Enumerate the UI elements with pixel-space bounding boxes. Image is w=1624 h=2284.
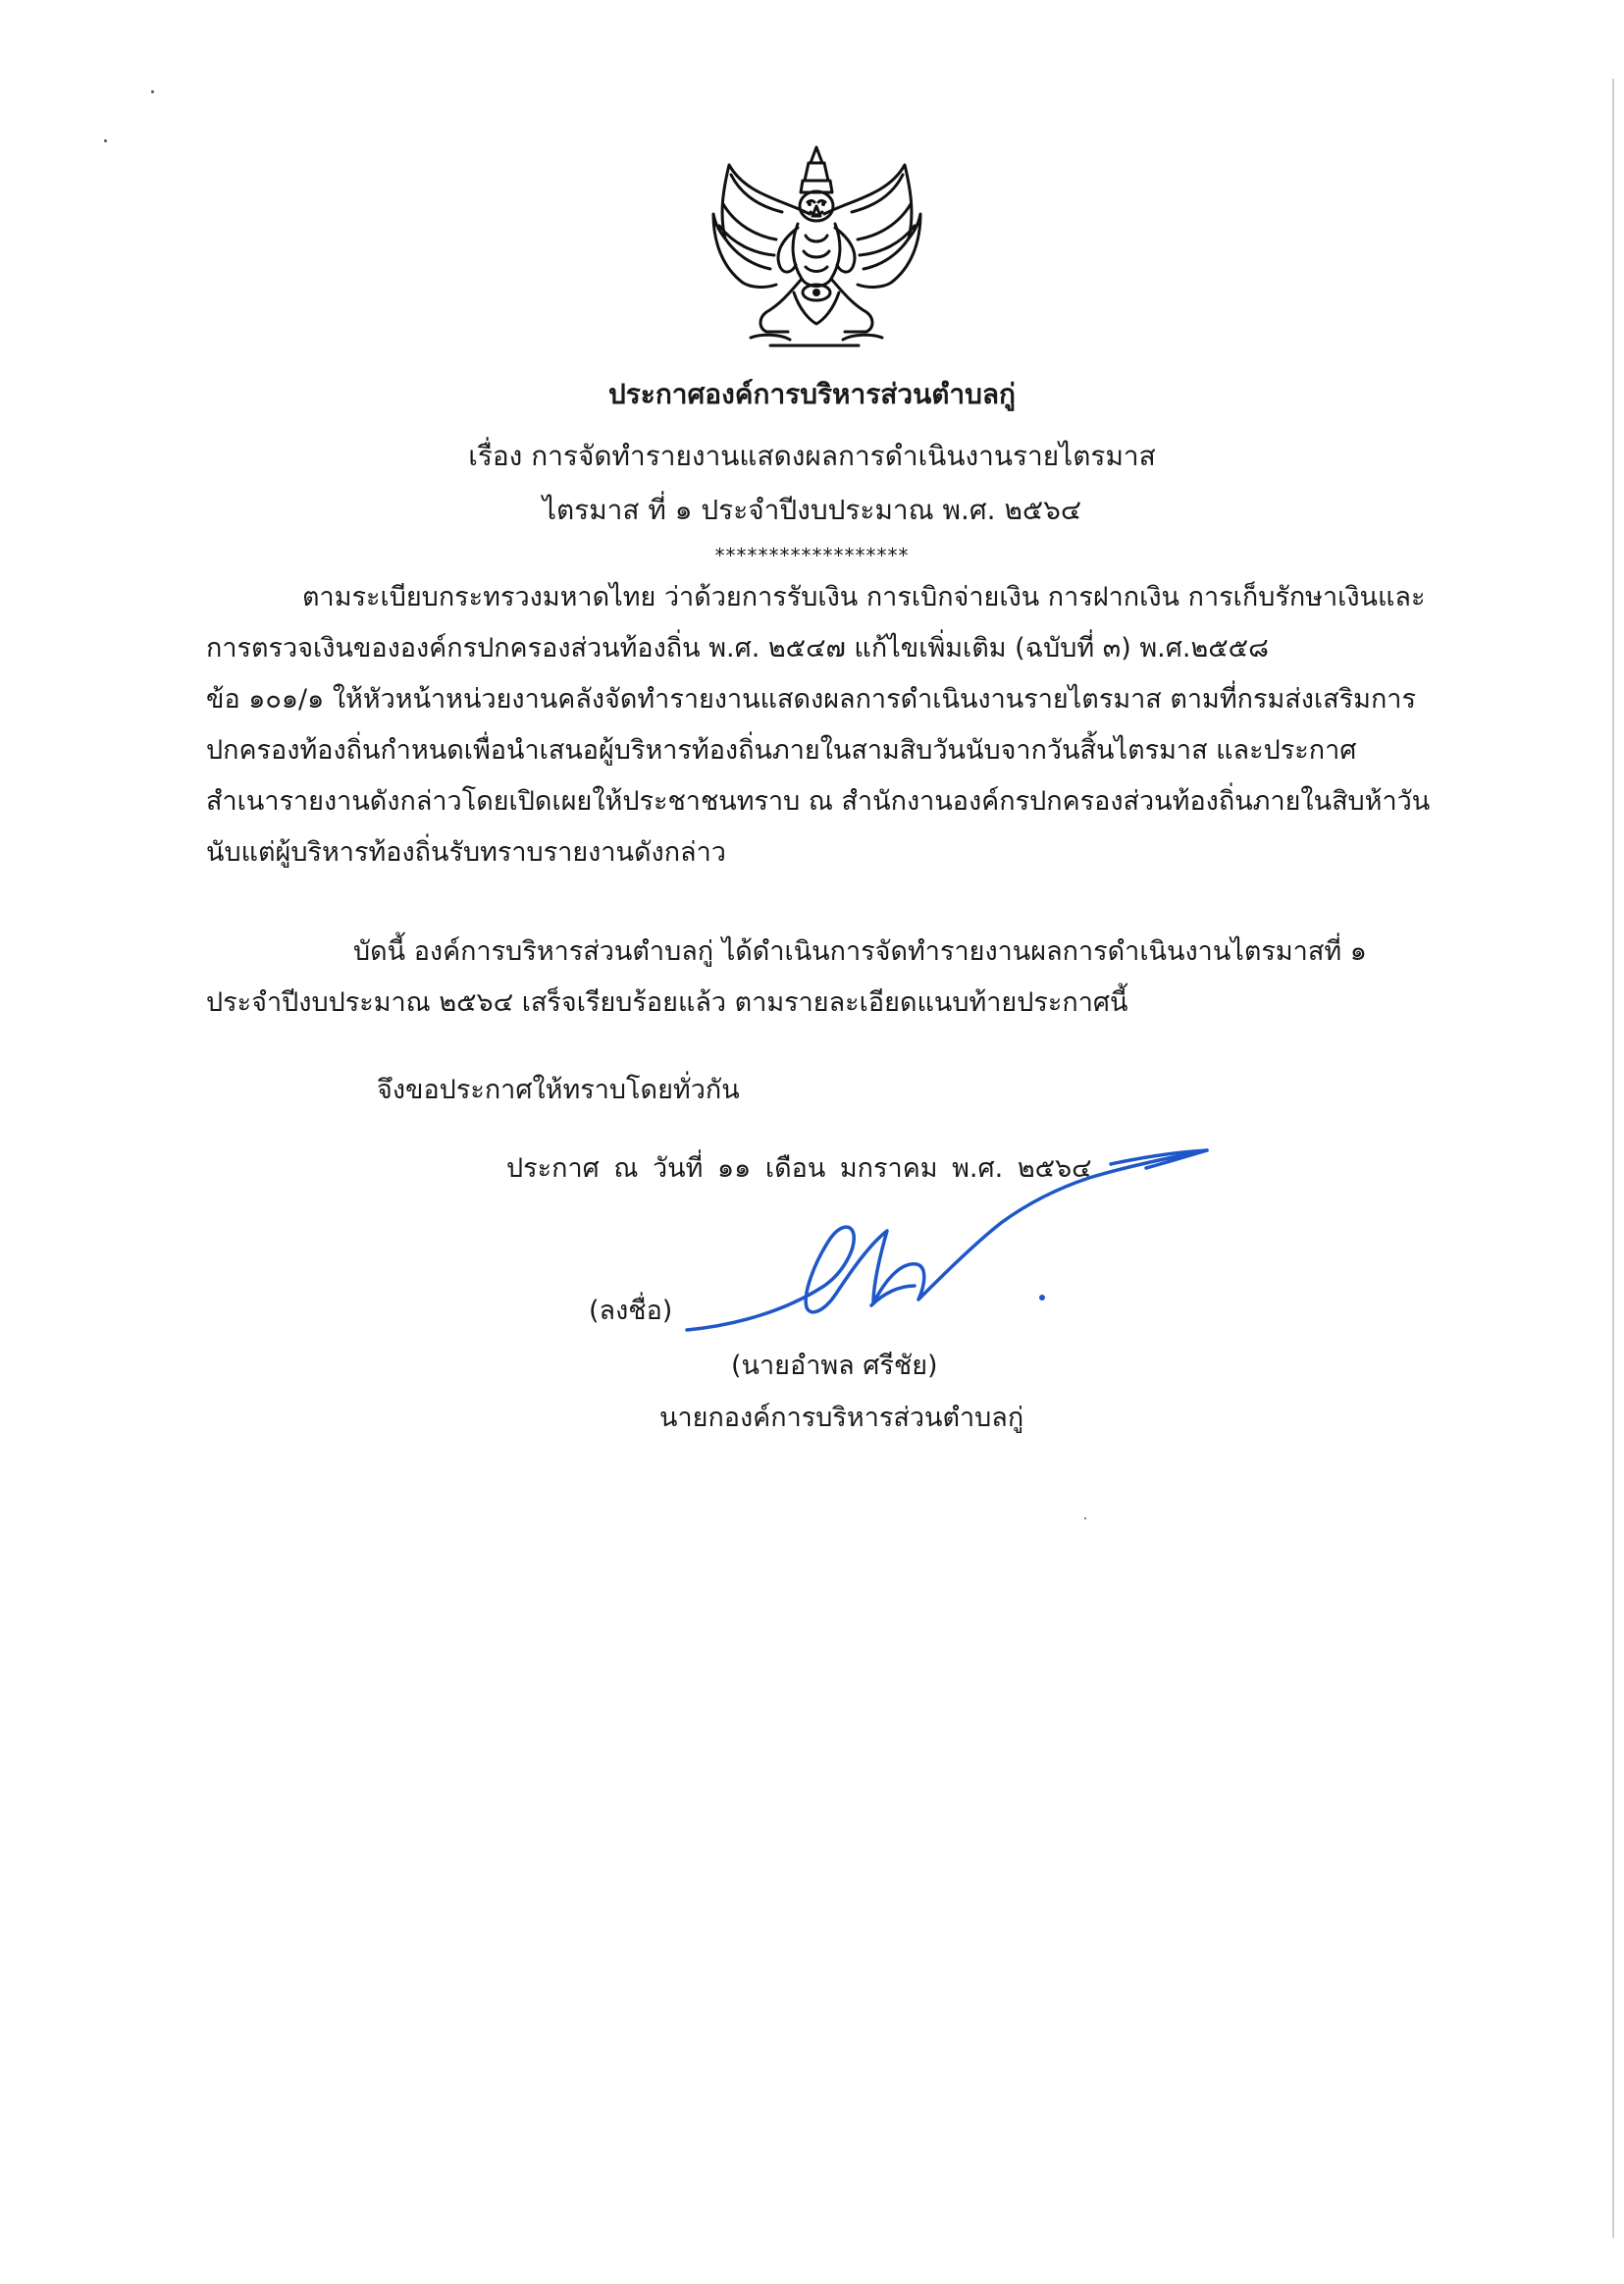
separator-line: ****************** xyxy=(714,544,910,567)
signer-position: นายกองค์การบริหารส่วนตำบลกู่ xyxy=(659,1403,1024,1433)
handwritten-signature xyxy=(677,1129,1227,1364)
announcement-date: ประกาศ ณ วันที่ ๑๑ เดือน มกราคม พ.ศ. ๒๕๖๔ xyxy=(506,1153,1092,1184)
signer-name: (นายอำพล ศรีชัย) xyxy=(731,1351,938,1381)
paragraph-line: ข้อ ๑๐๑/๑ ให้หัวหน้าหน่วยงานคลังจัดทำรายงานแสดงผลการดำเนินงานรายไตรมาส ตามที่กรมส่งเสริมการ xyxy=(206,684,1416,715)
paragraph-line: สำเนารายงานดังกล่าวโดยเปิดเผยให้ประชาชนทราบ ณ สำนักงานองค์กรปกครองส่วนท้องถิ่นภายในสิบห้าวัน xyxy=(206,786,1431,817)
paragraph-line: ประจำปีงบประมาณ ๒๕๖๔ เสร็จเรียบร้อยแล้ว ตามรายละเอียดแนบท้ายประกาศนี้ xyxy=(206,987,1128,1018)
scan-speck xyxy=(1084,1517,1086,1519)
paragraph-line: นับแต่ผู้บริหารท้องถิ่นรับทราบรายงานดังกล่าว xyxy=(206,837,726,868)
garuda-emblem-icon xyxy=(711,145,922,356)
paragraph-line: การตรวจเงินขององค์กรปกครองส่วนท้องถิ่น พ.ศ. ๒๕๔๗ แก้ไขเพิ่มเติม (ฉบับที่ ๓) พ.ศ.๒๕๕๘ xyxy=(206,633,1269,664)
scan-speck xyxy=(104,139,107,142)
paragraph-line: ปกครองท้องถิ่นกำหนดเพื่อนำเสนอผู้บริหารท้องถิ่นภายในสามสิบวันนับจากวันสิ้นไตรมาส และประกาศ xyxy=(206,735,1357,766)
paragraph-line: ตามระเบียบกระทรวงมหาดไทย ว่าด้วยการรับเงิน การเบิกจ่ายเงิน การฝากเงิน การเก็บรักษาเงินและ xyxy=(302,582,1426,612)
sign-label: (ลงชื่อ) xyxy=(589,1296,673,1326)
paragraph-line: บัดนี้ องค์การบริหารส่วนตำบลกู่ ได้ดำเนินการจัดทำรายงานผลการดำเนินงานไตรมาสที่ ๑ xyxy=(353,936,1367,967)
document-subject: เรื่อง การจัดทำรายงานแสดงผลการดำเนินงานรายไตรมาส xyxy=(468,440,1156,472)
closing-statement: จึงขอประกาศให้ทราบโดยทั่วกัน xyxy=(377,1075,740,1105)
body-paragraph-2 xyxy=(206,927,1433,1029)
body-paragraph-1 xyxy=(206,572,1433,878)
document-quarter-line: ไตรมาส ที่ ๑ ประจำปีงบประมาณ พ.ศ. ๒๕๖๔ xyxy=(542,494,1082,526)
document-title: ประกาศองค์การบริหารส่วนตำบลกู่ xyxy=(607,378,1016,410)
scan-speck xyxy=(151,90,154,93)
